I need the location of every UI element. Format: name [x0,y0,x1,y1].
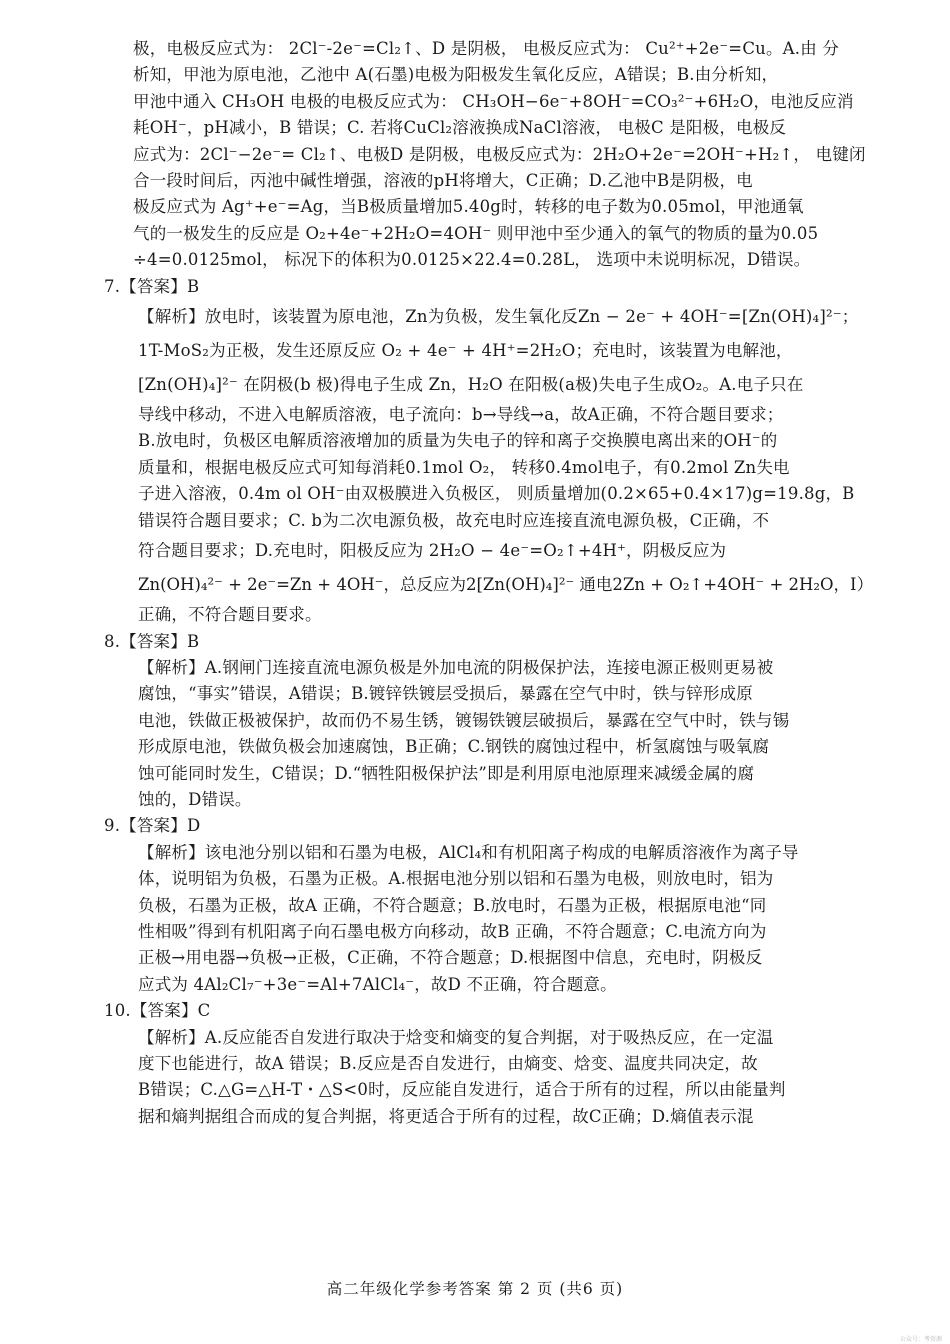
text-line: 腐蚀，“事实”错误，A错误；B.镀锌铁镀层受损后，暴露在空气中时，铁与锌形成原 [138,684,753,704]
text-line: 体，说明铝为负极，石墨为正极。A.根据电池分别以铝和石墨为电极，则放电时，铝为 [138,869,774,889]
text-line: 【解析】该电池分别以铝和石墨为电极，AlCl₄和有机阳离子构成的电解质溶液作为离子导 [138,842,799,862]
text-line: 极，电极反应式为： 2Cl⁻-2e⁻=Cl₂↑、D 是阴极， 电极反应式为： Cu²⁺+2e⁻=Cu。A.由 分 [133,39,840,58]
text-line: 析知，甲池为原电池，乙池中 A(石墨)电极为阳极发生氧化反应，A错误；B.由分析知， [133,65,779,85]
text-line: 度下也能进行，故A 错误；B.反应是否自发进行，由熵变、焓变、温度共同决定，故 [138,1054,758,1073]
text-line: 电池，铁做正极被保护，故而仍不易生锈，镀锡铁镀层破损后，暴露在空气中时，铁与锡 [138,710,790,730]
text-line: Zn(OH)₄²⁻ + 2e⁻=Zn + 4OH⁻，总反应为2[Zn(OH)₄]²⁻ 通电2Zn + O₂↑+4OH⁻ + 2H₂O，I） [138,575,874,595]
text-line: 【解析】放电时，该装置为原电池，Zn为负极，发生氧化反Zn − 2e⁻ + 4OH⁻=[Zn(OH)₄]²⁻； [138,307,859,327]
answer-text-body [104,36,878,1130]
text-line: 耗OH⁻，pH减小，B 错误；C. 若将CuCl₂溶液换成NaCl溶液， 电极C 是阳极，电极反 [133,118,787,138]
text-line: 8.【答案】B [104,631,200,651]
text-line: 子进入溶液，0.4m ol OH⁻由双极膜进入负极区， 则质量增加(0.2×65+0.4×17)g=19.8g，B [138,484,855,504]
text-line: 【解析】A.反应能否自发进行取决于焓变和熵变的复合判据，对于吸热反应，在一定温 [138,1027,774,1047]
text-line: [Zn(OH)₄]²⁻ 在阴极(b 极)得电子生成 Zn，H₂O 在阳极(a极)失电子生成O₂。A.电子只在 [138,375,804,395]
text-line: 气的一极发生的反应是 O₂+4e⁻+2H₂O=4OH⁻ 则甲池中至少通入的氧气的物质的量为0.05 [133,223,819,243]
text-line: 蚀的，D错误。 [138,789,252,809]
text-line: ÷4=0.0125mol， 标况下的体积为0.0125×22.4=0.28L， 选项中未说明标况，D错误。 [133,250,811,270]
text-line: 正确，不符合题目要求。 [138,605,322,625]
text-line: 甲池中通入 CH₃OH 电极的电极反应式为： CH₃OH−6e⁻+8OH⁻=CO₃²⁻+6H₂O，电池反应消 [133,91,854,111]
text-line: B.放电时，负极区电解质溶液增加的质量为失电子的锌和离子交换膜电离出来的OH⁻的 [138,431,778,451]
text-line: 应式为：2Cl⁻−2e⁻= Cl₂↑、电极D 是阴极，电极反应式为：2H₂O+2e⁻=2OH⁻+H₂↑， 电键闭 [133,144,866,164]
text-line: 蚀可能同时发生，C错误；D.“牺牲阳极保护法”即是利用原电池原理来减缓金属的腐 [138,763,755,783]
text-line: 据和熵判据组合而成的复合判据，将更适合于所有的过程，故C正确；D.熵值表示混 [138,1106,754,1126]
text-line: 符合题目要求；D.充电时，阳极反应为 2H₂O − 4e⁻=O₂↑+4H⁺，阴极反应为 [138,541,727,561]
text-line: 10.【答案】C [104,1001,211,1021]
text-line: 形成原电池，铁做负极会加速腐蚀，B正确；C.钢铁的腐蚀过程中，析氢腐蚀与吸氧腐 [138,737,770,757]
text-line: 7.【答案】B [104,276,200,296]
text-line: 错误符合题目要求；C. b为二次电源负极，故充电时应连接直流电源负极，C正确，不 [138,510,770,530]
watermark: 公众号：考资源 [899,1336,942,1343]
text-line: 导线中移动，不进入电解质溶液，电子流向：b→导线→a，故A正确，不符合题目要求； [138,405,784,425]
text-line: 【解析】A.钢闸门连接直流电源负极是外加电流的阴极保护法，连接电源正极则更易被 [138,657,774,677]
text-line: 1T-MoS₂为正极，发生还原反应 O₂ + 4e⁻ + 4H⁺=2H₂O；充电时，该装置为电解池， [138,341,793,361]
page-footer: 高二年级化学参考答案 第 2 页 (共6 页) [326,1280,624,1298]
text-line: B错误；C.△G=△H-T・△S<0时，反应能自发进行，适合于所有的过程，所以由能量判 [138,1080,786,1100]
text-line: 质量和，根据电极反应式可知每消耗0.1mol O₂， 转移0.4mol电子，有0.2mol Zn失电 [138,457,790,477]
text-line: 合一段时间后，丙池中碱性增强，溶液的pH将增大，C正确；D.乙池中B是阴极，电 [133,171,753,191]
text-line: 应式为 4Al₂Cl₇⁻+3e⁻=Al+7AlCl₄⁻，故D 不正确，符合题意。 [138,974,617,994]
text-line: 9.【答案】D [104,816,201,836]
text-line: 极反应式为 Ag⁺+e⁻=Ag，当B极质量增加5.40g时，转移的电子数为0.05mol，甲池通氧 [133,197,804,217]
text-line: 负极，石墨为正极，故A 正确，不符合题意；B.放电时，石墨为正极，根据原电池“同 [138,895,767,915]
text-line: 正极→用电器→负极→正极，C正确，不符合题意；D.根据图中信息，充电时，阴极反 [138,948,763,968]
text-line: 性相吸”得到有机阳离子向石墨电极方向移动，故B 正确，不符合题意；C.电流方向为 [138,921,767,941]
